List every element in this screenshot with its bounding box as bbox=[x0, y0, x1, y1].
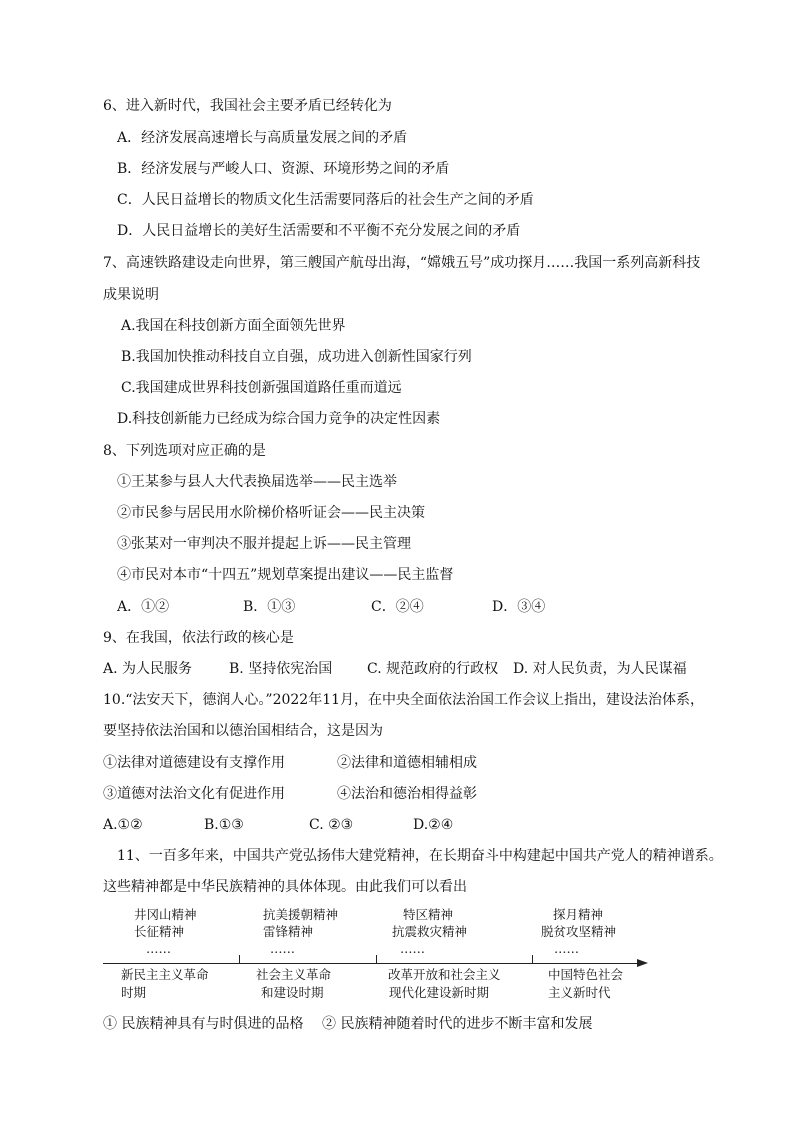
question-8-option-a: A．①② bbox=[117, 599, 170, 615]
timeline-axis bbox=[103, 963, 639, 964]
question-6-stem: 6、进入新时代，我国社会主要矛盾已经转化为 bbox=[103, 98, 392, 114]
question-6-option-d: D．人民日益增长的美好生活需要和不平衡不充分发展之间的矛盾 bbox=[117, 223, 521, 239]
question-7-option-a: A.我国在科技创新方面全面领先世界 bbox=[121, 318, 346, 334]
question-10-item-2: ②法律和道德相辅相成 bbox=[337, 755, 477, 771]
question-8-item-3: ③张某对一审判决不服并提起上诉——民主管理 bbox=[117, 536, 411, 552]
question-9-option-c: C. 规范政府的行政权 bbox=[367, 661, 499, 677]
timeline-ellipsis: …… bbox=[400, 941, 425, 956]
question-8-item-4: ④市民对本市“十四五”规划草案提出建议——民主监督 bbox=[117, 567, 454, 583]
question-10-stem-line-2: 要坚持依法治国和以德治国相结合，这是因为 bbox=[103, 723, 383, 739]
question-11-stem-line-1: 11、一百多年来，中国共产党弘扬伟大建党精神，在长期奋斗中构建起中国共产党人的精神谱系。 bbox=[117, 848, 723, 864]
question-10-stem-line-1: 10.“法安天下，德润人心。”2022年11月，在中央全面依法治国工作会议上指出，建设法治体系， bbox=[103, 692, 705, 708]
question-7-option-c: C.我国建成世界科技创新强国道路任重而道远 bbox=[121, 380, 402, 396]
question-8-option-d: D．③④ bbox=[492, 599, 546, 615]
question-9-option-b: B. 坚持依宪治国 bbox=[229, 661, 333, 677]
question-8-option-c: C．②④ bbox=[371, 599, 424, 615]
timeline-period: 现代化建设新时期 bbox=[389, 985, 490, 1000]
timeline-spirit: 雷锋精神 bbox=[263, 924, 314, 939]
question-10-item-4: ④法治和德治相得益彰 bbox=[337, 786, 477, 802]
timeline-ellipsis: …… bbox=[554, 941, 579, 956]
question-6-option-c: C．人民日益增长的物质文化生活需要同落后的社会生产之间的矛盾 bbox=[117, 192, 534, 208]
timeline-spirit: 抗震救灾精神 bbox=[392, 924, 468, 939]
question-10-option-a: A.①② bbox=[103, 817, 143, 833]
question-6-option-b: B．经济发展与严峻人口、资源、环境形势之间的矛盾 bbox=[117, 161, 450, 177]
timeline-spirit: 长征精神 bbox=[134, 924, 185, 939]
question-7-stem-line-2: 成果说明 bbox=[103, 287, 159, 303]
timeline-period: 时期 bbox=[121, 985, 147, 1000]
question-8-stem: 8、下列选项对应正确的是 bbox=[103, 443, 266, 459]
question-11-stem-line-2: 这些精神都是中华民族精神的具体体现。由此我们可以看出 bbox=[103, 879, 467, 895]
question-9-option-d: D. 对人民负责，为人民谋福 bbox=[513, 661, 687, 677]
question-10-item-1: ①法律对道德建设有支撑作用 bbox=[103, 755, 285, 771]
question-7-stem-line-1: 7、高速铁路建设走向世界，第三艘国产航母出海，“嫦娥五号”成功探月……我国一系列高新科技 bbox=[103, 255, 701, 271]
question-10-option-b: B.①③ bbox=[204, 817, 244, 833]
timeline-spirit: 特区精神 bbox=[403, 907, 454, 922]
timeline-period: 改革开放和社会主义 bbox=[388, 967, 501, 982]
question-10-option-c: C. ②③ bbox=[309, 817, 354, 833]
timeline-tick bbox=[376, 955, 377, 963]
question-8-option-b: B．①③ bbox=[243, 599, 296, 615]
timeline-ellipsis: …… bbox=[270, 941, 295, 956]
question-11-item-1: ① 民族精神具有与时俱进的品格 bbox=[103, 1016, 304, 1032]
question-8-item-1: ①王某参与县人大代表换届选举——民主选举 bbox=[117, 474, 397, 490]
timeline-period: 和建设时期 bbox=[261, 985, 324, 1000]
timeline-period: 主义新时代 bbox=[548, 985, 611, 1000]
arrow-right-icon bbox=[637, 959, 648, 967]
question-9-option-a: A. 为人民服务 bbox=[103, 661, 193, 677]
question-10-option-d: D.②④ bbox=[413, 817, 454, 833]
question-7-option-d: D.科技创新能力已经成为综合国力竞争的决定性因素 bbox=[117, 411, 441, 427]
timeline-tick bbox=[532, 955, 533, 963]
question-9-stem: 9、在我国，依法行政的核心是 bbox=[103, 630, 294, 646]
timeline-period: 社会主义革命 bbox=[256, 967, 332, 982]
timeline-period: 新民主主义革命 bbox=[121, 967, 209, 982]
timeline-tick bbox=[239, 955, 240, 963]
question-8-item-2: ②市民参与居民用水阶梯价格听证会——民主决策 bbox=[117, 505, 425, 521]
question-11-item-2: ② 民族精神随着时代的进步不断丰富和发展 bbox=[322, 1016, 593, 1032]
timeline-period: 中国特色社会 bbox=[548, 967, 624, 982]
timeline-ellipsis: …… bbox=[146, 941, 171, 956]
timeline-spirit: 探月精神 bbox=[553, 907, 604, 922]
timeline-spirit: 井冈山精神 bbox=[134, 907, 197, 922]
question-6-option-a: A．经济发展高速增长与高质量发展之间的矛盾 bbox=[117, 130, 408, 146]
question-7-option-b: B.我国加快推动科技自立自强，成功进入创新性国家行列 bbox=[121, 349, 472, 365]
timeline-spirit: 脱贫攻坚精神 bbox=[541, 924, 617, 939]
question-10-item-3: ③道德对法治文化有促进作用 bbox=[103, 786, 285, 802]
timeline-spirit: 抗美援朝精神 bbox=[263, 907, 339, 922]
